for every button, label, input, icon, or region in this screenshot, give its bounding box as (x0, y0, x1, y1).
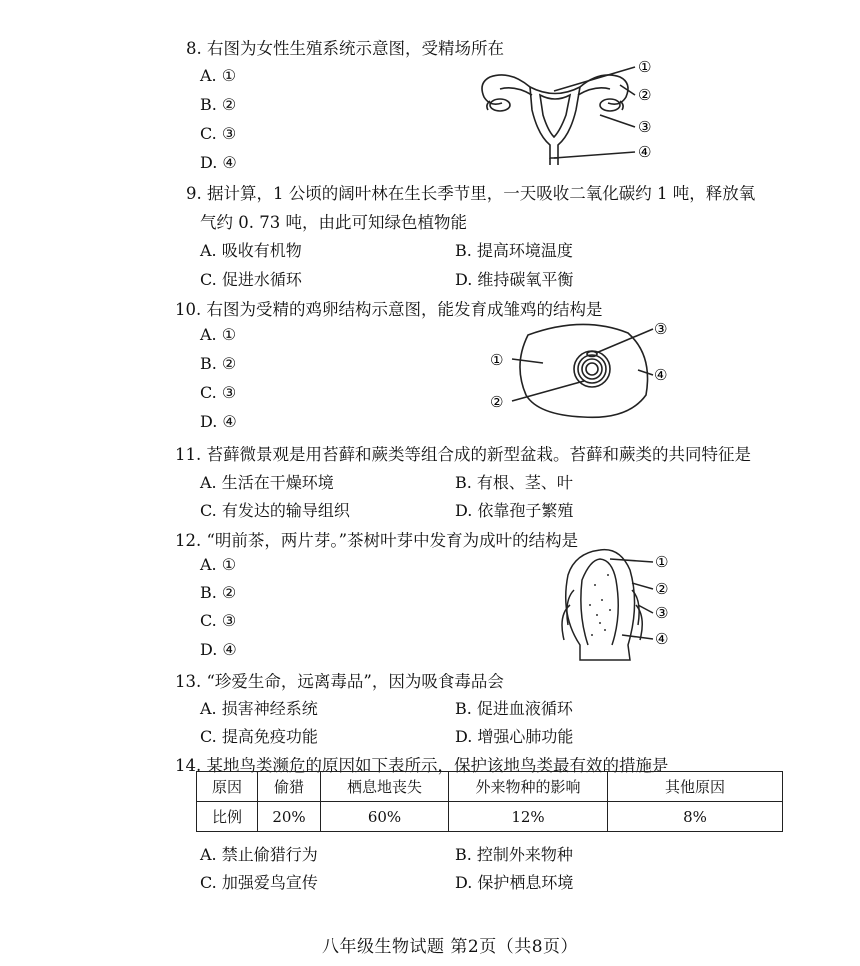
q8-option-c: C. ③ (200, 124, 237, 143)
q12-stem: 12. “明前茶，两片芽。”茶树叶芽中发育为成叶的结构是 (175, 531, 579, 550)
q13-option-a: A. 损害神经系统 (200, 699, 318, 718)
q12-option-b: B. ② (200, 583, 237, 602)
q14-option-c: C. 加强爱鸟宣传 (200, 873, 318, 892)
q12-label-1: ① (655, 553, 669, 571)
leaf-bud-diagram (550, 545, 680, 672)
table-cell: 外来物种的影响 (449, 772, 608, 802)
table-cell: 8% (608, 802, 783, 832)
q12-label-2: ② (655, 580, 669, 598)
bird-endangerment-table (196, 771, 783, 832)
q8-label-4: ④ (638, 143, 652, 161)
q10-stem: 10. 右图为受精的鸡卵结构示意图，能发育成雏鸡的结构是 (175, 300, 603, 319)
q11-option-a: A. 生活在干燥环境 (200, 473, 334, 492)
q13-stem: 13. “珍爱生命，远离毒品”，因为吸食毒品会 (175, 672, 504, 691)
table-cell: 栖息地丧失 (321, 772, 449, 802)
q9-option-a: A. 吸收有机物 (200, 241, 302, 260)
page-footer: 八年级生物试题 第2页（共8页） (322, 937, 579, 957)
q9-option-b: B. 提高环境温度 (455, 241, 573, 260)
q10-option-b: B. ② (200, 354, 237, 373)
q9-option-c: C. 促进水循环 (200, 270, 302, 289)
female-reproductive-diagram (470, 55, 660, 170)
table-header-row (197, 772, 783, 802)
q12-label-4: ④ (655, 630, 669, 648)
q8-stem: 8. 右图为女性生殖系统示意图，受精场所在 (186, 39, 504, 58)
table-cell: 20% (258, 802, 321, 832)
q8-option-d: D. ④ (200, 153, 237, 172)
q10-label-3: ③ (654, 320, 668, 338)
q8-label-3: ③ (638, 118, 652, 136)
q14-option-a: A. 禁止偷猎行为 (200, 845, 318, 864)
q14-stem: 14. 某地鸟类濒危的原因如下表所示，保护该地鸟类最有效的措施是 (175, 756, 669, 775)
q12-option-d: D. ④ (200, 640, 237, 659)
q12-option-a: A. ① (200, 555, 237, 574)
q10-option-a: A. ① (200, 325, 237, 344)
q13-option-b: B. 促进血液循环 (455, 699, 573, 718)
table-cell: 偷猎 (258, 772, 321, 802)
q12-option-c: C. ③ (200, 611, 237, 630)
q9-stem-line1: 9. 据计算，1 公顷的阔叶林在生长季节里，一天吸收二氧化碳约 1 吨，释放氧 (186, 184, 756, 203)
q10-label-1: ① (490, 351, 504, 369)
q8-label-2: ② (638, 86, 652, 104)
q9-stem-line2: 气约 0. 73 吨，由此可知绿色植物能 (200, 213, 467, 232)
table-cell: 其他原因 (608, 772, 783, 802)
chicken-egg-diagram (488, 315, 678, 425)
q10-option-c: C. ③ (200, 383, 237, 402)
table-cell: 12% (449, 802, 608, 832)
q10-label-4: ④ (654, 366, 668, 384)
q14-option-b: B. 控制外来物种 (455, 845, 573, 864)
q11-stem: 11. 苔藓微景观是用苔藓和蕨类等组合成的新型盆栽。苔藓和蕨类的共同特征是 (175, 445, 751, 464)
q8-label-1: ① (638, 58, 652, 76)
q13-option-d: D. 增强心肺功能 (455, 727, 574, 746)
q8-option-b: B. ② (200, 95, 237, 114)
q14-option-d: D. 保护栖息环境 (455, 873, 574, 892)
q12-label-3: ③ (655, 604, 669, 622)
q11-option-b: B. 有根、茎、叶 (455, 473, 573, 492)
table-row (197, 802, 783, 832)
q13-option-c: C. 提高免疫功能 (200, 727, 318, 746)
table-cell: 比例 (197, 802, 258, 832)
table-cell: 原因 (197, 772, 258, 802)
q11-option-d: D. 依靠孢子繁殖 (455, 501, 574, 520)
table-cell: 60% (321, 802, 449, 832)
q8-option-a: A. ① (200, 66, 237, 85)
q9-option-d: D. 维持碳氧平衡 (455, 270, 574, 289)
q10-option-d: D. ④ (200, 412, 237, 431)
q11-option-c: C. 有发达的输导组织 (200, 501, 350, 520)
q10-label-2: ② (490, 393, 504, 411)
